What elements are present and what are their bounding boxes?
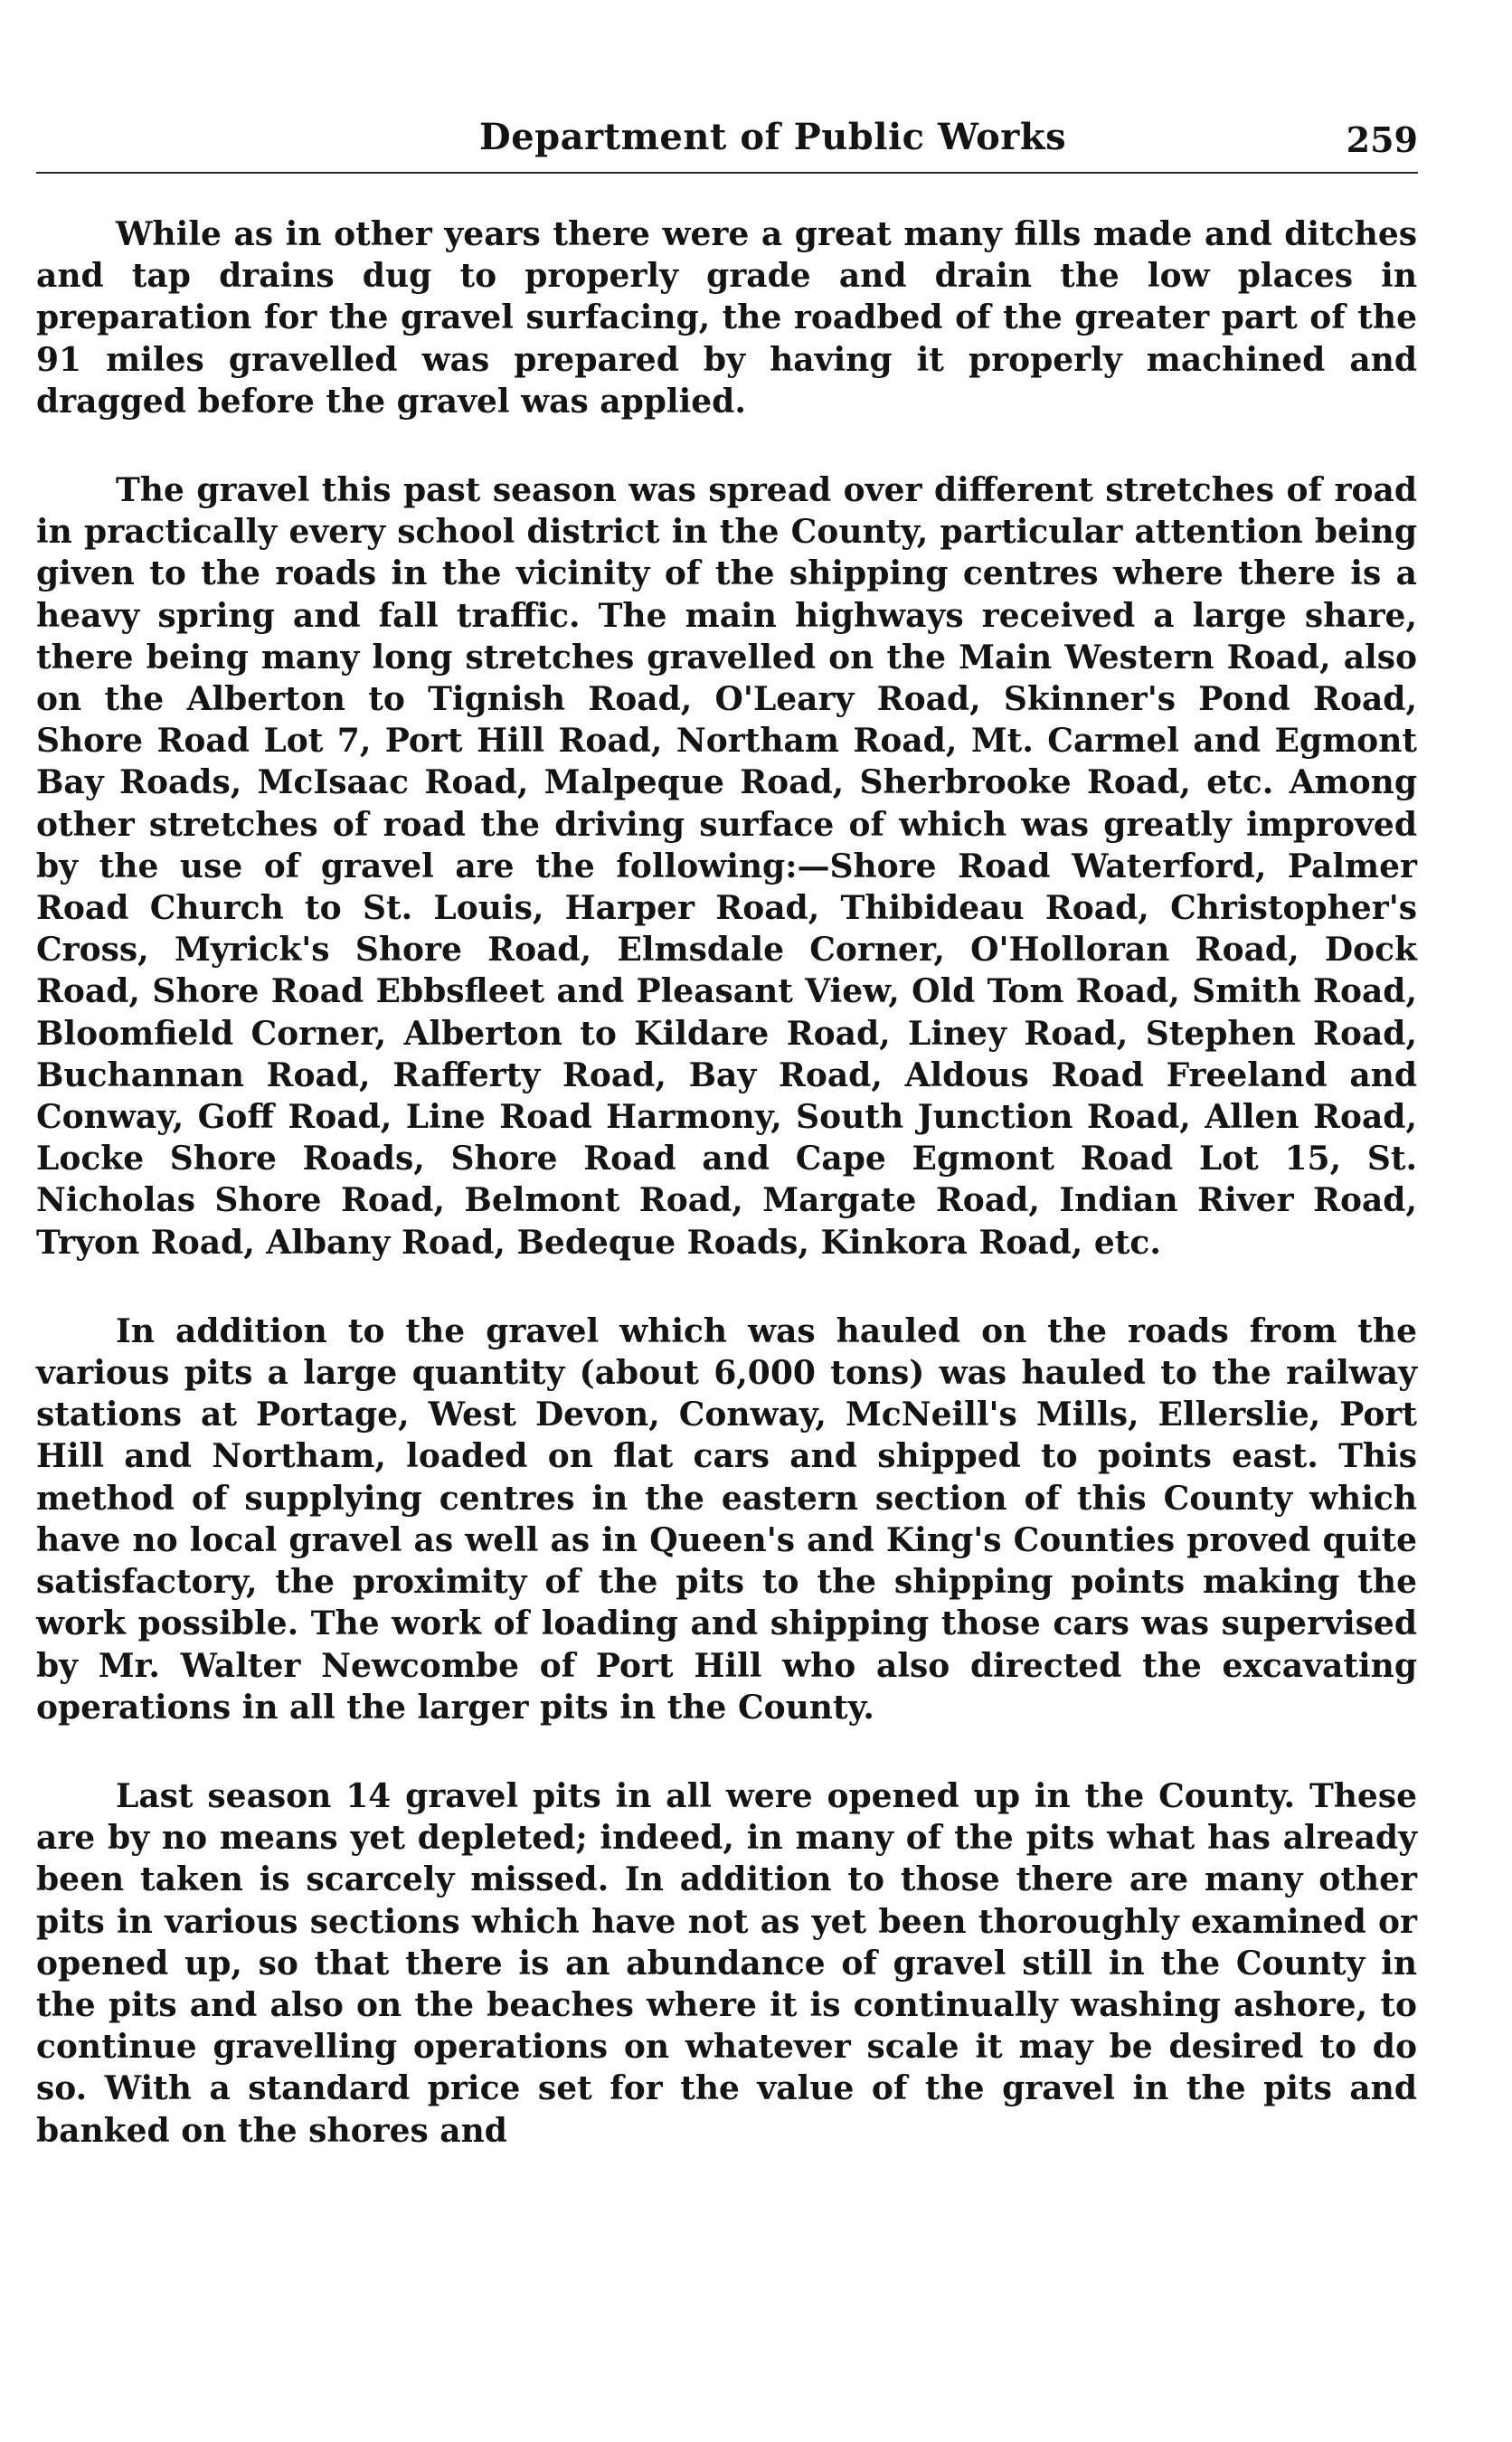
header-rule [36,172,1418,174]
paragraph-gravel-pits: Last season 14 gravel pits in all were opened up in the County. These are by no means yet depleted; indeed, in many of the pits what has already been taken is scarcely missed. In addition to those there are many other pits in various sections which have not as yet been thoroughly examined or opened up, so that there is an abundance of gravel still in the County in the pits and also on the beaches where it is continually washing ashore, to continue gravelling operations on whatever scale it may be desired to do so. With a standard price set for the value of the gravel in the pits and banked on the shores and [36,1776,1417,2150]
page-number: 259 [1346,119,1418,160]
running-header [36,116,1418,175]
body-text [36,213,1417,2199]
paragraph-gravel-stretches: The gravel this past season was spread over different stretches of road in practically every school district in the County, particular attention being given to the roads in the vicinity of the shipping centres where there is a heavy spring and fall traffic. The main highways received a large share, there being many long stretches gravelled on the Main Western Road, also on the Alberton to Tignish Road, O'Leary Road, Skinner's Pond Road, Shore Road Lot 7, Port Hill Road, Northam Road, Mt. Carmel and Egmont Bay Roads, McIsaac Road, Malpeque Road, Sherbrooke Road, etc. Among other stretches of road the driving surface of which was greatly improved by the use of gravel are the following:—Shore Road Waterford, Palmer Road Church to St. Louis, Harper Road, Thibideau Road, Christopher's Cross, Myrick's Shore Road, Elmsdale Corner, O'Holloran Road, Dock Road, Shore Road Ebbsfleet and Pleasant View, Old Tom Road, Smith Road, Bloomfield Corner, Alberton to Kildare Road, Liney Road, Stephen Road, Buchannan Road, Rafferty Road, Bay Road, Aldous Road Freeland and Conway, Goff Road, Line Road Harmony, South Junction Road, Allen Road, Locke Shore Roads, Shore Road and Cape Egmont Road Lot 15, St. Nicholas Shore Road, Belmont Road, Margate Road, Indian River Road, Tryon Road, Albany Road, Bedeque Roads, Kinkora Road, etc. [36,471,1417,1262]
paragraph-rail-shipping: In addition to the gravel which was hauled on the roads from the various pits a large quantity (about 6,000 tons) was hauled to the railway stations at Portage, West Devon, Conway, McNeill's Mills, Ellerslie, Port Hill and Northam, loaded on flat cars and shipped to points east. This method of supplying centres in the eastern section of this County which have no local gravel as well as in Queen's and King's Counties proved quite satisfactory, the proximity of the pits to the shipping points making the work possible. The work of loading and shipping those cars was supervised by Mr. Walter Newcombe of Port Hill who also directed the excavating operations in all the larger pits in the County. [36,1311,1417,1727]
running-title: Department of Public Works [479,116,1067,158]
paragraph-road-preparation: While as in other years there were a great many fills made and ditches and tap drains dug to properly grade and drain the low places in preparation for the gravel surfacing, the roadbed of the greater part of the 91 miles gravelled was prepared by having it properly machined and dragged before the gravel was applied. [36,215,1417,421]
